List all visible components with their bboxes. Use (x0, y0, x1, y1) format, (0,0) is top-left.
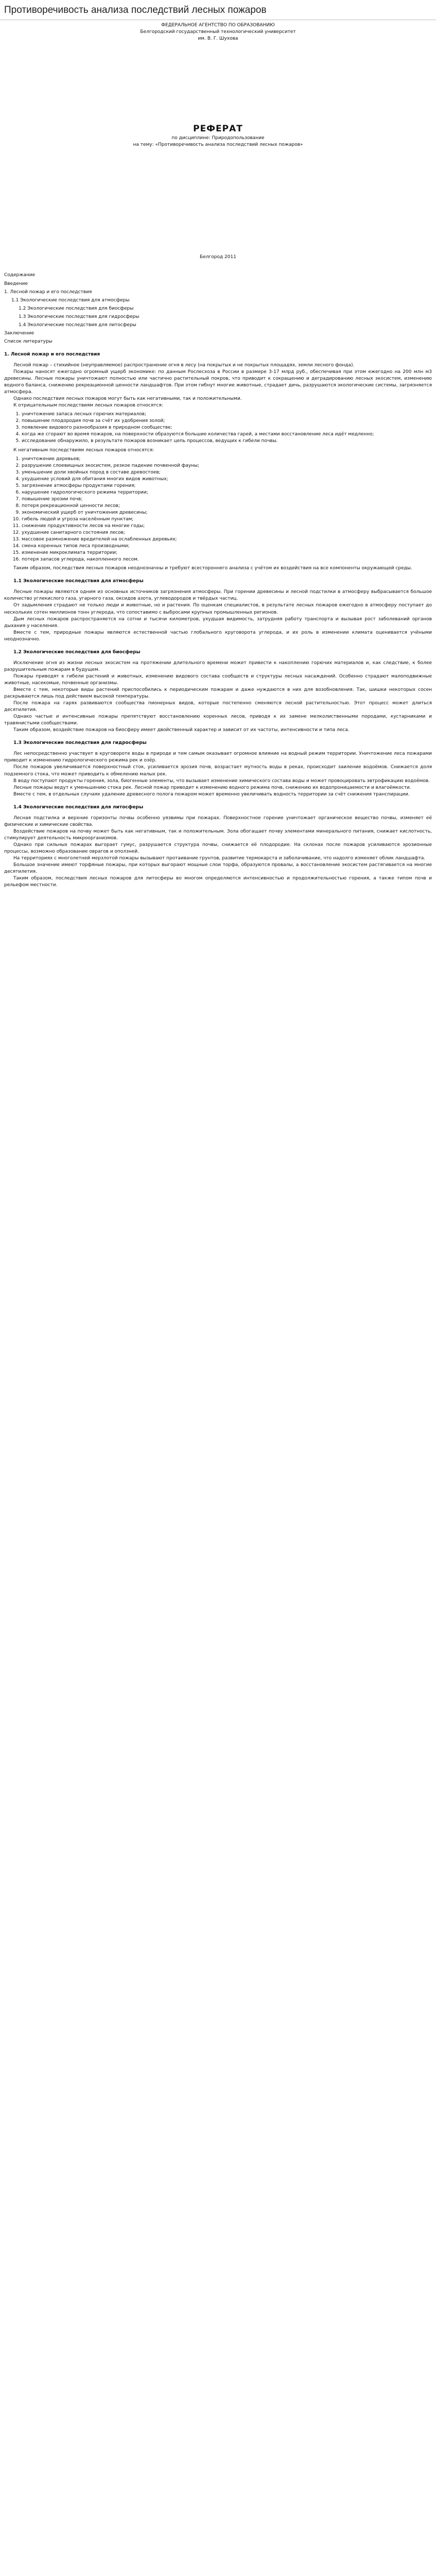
toc-item[interactable]: 1. Лесной пожар и его последствия (4, 289, 92, 295)
section-heading: 1. Лесной пожар и его последствия (4, 351, 100, 357)
list-lead: К негативным последствиям лесных пожаров относятся: (13, 447, 154, 453)
list-item: 1. уничтожение запаса лесных горючих материалов; (22, 411, 432, 418)
paragraph: После пожаров увеличивается поверхностный сток, усиливается эрозия почв, возрастает мутность воды в реках, происходит заиление водоёмов. Снижается доля подземного стока, что может приводить к обмелению малых рек. (4, 765, 432, 777)
subsection-heading: 1.2 Экологические последствия для биосферы (13, 649, 141, 655)
paragraph: Однако при сильных пожарах выгорает гумус, разрушается структура почвы, снижается её плодородие. На склонах после пожаров усиливаются эрозионные процессы, возможно образование оврагов и оползней. (4, 842, 432, 854)
toc-item[interactable]: 1.1 Экологические последствия для атмосферы (11, 297, 130, 303)
list-item: 16. потеря запасов углерода, накопленного лесом. (22, 556, 432, 563)
list-item: 3. уменьшение доли хвойных пород в составе древостоев; (22, 469, 432, 476)
university-name: Белгородский государственный технологический университет (140, 29, 296, 35)
university-name-suffix: им. В. Г. Шухова (198, 36, 238, 41)
title-page-header (0, 22, 436, 42)
paragraph: Таким образом, последствия лесных пожаров для литосферы во многом определяются интенсивностью и продолжительностью горения, а также типом почв и рельефом местности. (4, 876, 432, 888)
paragraph: От задымления страдают не только люди и животные, но и растения. По оценкам специалистов, в результате лесных пожаров ежегодно в атмосферу поступает до нескольких сотен миллионов тонн углерода, что сопоставимо с выбросами крупных промышленных регионов. (4, 603, 432, 615)
paragraph: Лесная подстилка и верхние горизонты почвы особенно уязвимы при пожарах. Поверхностное горение уничтожает органическое вещество почвы, изменяет её физические и химические свойства. (4, 815, 432, 827)
list-item: 2. повышение плодородия почв за счёт их удобрения золой; (22, 418, 432, 425)
paragraph: На территориях с многолетней мерзлотой пожары вызывают протаивание грунтов, развитие термокарста и заболачивание, что надолго изменяет облик ландшафта. (13, 856, 426, 861)
list-item: 15. изменение микроклимата территории; (22, 550, 432, 556)
list-item: 10. гибель людей и угроза населённым пунктам; (22, 516, 432, 523)
paragraph: Исключение огня из жизни лесных экосистем на протяжении длительного времени может привести к накоплению горючих материалов и, как следствие, к более разрушительным пожарам в будущем. (4, 660, 432, 672)
list-item: 3. появление видового разнообразия в природном сообществе; (22, 425, 432, 431)
toc-item[interactable]: Список литературы (4, 338, 53, 344)
toc-item[interactable]: 1.2 Экологические последствия для биосферы (19, 306, 134, 311)
list-item: 4. ухудшение условий для обитания многих видов животных; (22, 476, 432, 483)
subsection-lithosphere (0, 804, 436, 889)
agency-name: ФЕДЕРАЛЬНОЕ АГЕНТСТВО ПО ОБРАЗОВАНИЮ (161, 22, 275, 28)
list-item: 11. снижение продуктивности лесов на многие годы; (22, 523, 432, 530)
subsection-hydrosphere (0, 740, 436, 798)
list-item: 13. массовое размножение вредителей на ослабленных деревьях; (22, 536, 432, 543)
subsection-heading: 1.1 Экологические последствия для атмосферы (13, 579, 144, 584)
paragraph: Таким образом, последствия лесных пожаров неоднозначны и требуют всестороннего анализа с учётом их воздействия на все компоненты окружающей среды. (13, 566, 412, 571)
subsection-heading: 1.4 Экологические последствия для литосферы (13, 804, 144, 810)
subsection-heading: 1.3 Экологические последствия для гидросферы (13, 740, 147, 746)
list-item: 5. исследование обнаружило, в результате пожаров возникает цепь процессов, ведущих к гибели почвы. (22, 438, 432, 445)
list-item: 12. ухудшение санитарного состояния лесов; (22, 530, 432, 536)
paragraph: Лесные пожары являются одним из основных источников загрязнения атмосферы. При горении древесины и лесной подстилки в атмосферу выбрасывается большое количество углекислого газа, угарного газа, оксидов азота, углеводородов и твёрдых частиц. (4, 589, 432, 602)
list-item: 8. потеря рекреационной ценности лесов; (22, 503, 432, 510)
list-item: 6. нарушение гидрологического режима территории; (22, 489, 432, 496)
topic-line: на тему: «Противоречивость анализа последствий лесных пожаров» (133, 142, 303, 148)
paragraph: Однако последствия лесных пожаров могут быть как негативными, так и положительными. (13, 396, 242, 402)
paragraph: Лесной пожар – стихийное (неуправляемое) распространение огня в лесу (на покрытых и не покрытых площадях, земли лесного фонда). (13, 362, 355, 368)
paragraph: Однако частые и интенсивные пожары препятствуют восстановлению коренных лесов, приводя к их замене мелколиственными породами, кустарниками и травянистыми сообществами. (4, 714, 432, 726)
section-1 (0, 351, 436, 572)
subsection-atmosphere (0, 578, 436, 642)
list-item: 1. уничтожение деревьев; (22, 456, 432, 463)
list-lead: К отрицательным последствиям лесных пожаров относятся: (13, 403, 163, 409)
paragraph: Дым лесных пожаров распространяется на сотни и тысячи километров, ухудшая видимость, затрудняя работу транспорта и вызывая рост заболеваний органов дыхания у населения. (4, 616, 432, 629)
paragraph: Вместе с тем, в отдельных случаях удаление древесного полога пожаром может временно увеличивать водность территории за счёт снижения транспирации. (13, 791, 410, 797)
negative-effects-list (4, 456, 432, 564)
discipline-line: по дисциплине: Природопользование (171, 135, 265, 141)
list-item: 4. когда же сгорают во время пожаров, на поверхности образуются большие количества гарей, а местами восстановление леса идёт медленно; (22, 431, 432, 438)
paragraph: После пожара на гарях развиваются сообщества пионерных видов, которые постепенно сменяются лесной растительностью. Этот процесс может длиться десятилетия. (4, 701, 432, 713)
page-title: Противоречивость анализа последствий лесных пожаров (0, 0, 436, 20)
paragraph: Пожары наносят ежегодно огромный ущерб экономике: по данным Рослесхоза в России в размере 3-17 млрд руб., обеспечивая при этом ежегодно на 200 млн м3 древесины. Лесные пожары уничтожают полностью или частично растительный покров, что приводит к сокращению и деградированию лесных экосистем, изменению водного баланса, снижению рекреационной ценности ландшафтов. При этом гибнут многие животные, страдает дичь, разрушаются экологические системы, загрязняется атмосфера. (4, 369, 432, 395)
paragraph: Воздействие пожаров на почву может быть как негативным, так и положительным. Зола обогащает почву элементами минерального питания, снижает кислотность, стимулирует деятельность микроорганизмов. (4, 828, 432, 841)
paragraph: Вместе с тем, некоторые виды растений приспособились к периодическим пожарам и даже нуждаются в них для возобновления. Так, шишки некоторых сосен раскрываются лишь под действием высокой температуры. (4, 687, 432, 700)
paragraph: Лесные пожары ведут к уменьшению стока рек. Лесной пожар приводит к изменению водного режима почв, снижению их водопроницаемости и влагоёмкости. (13, 785, 411, 790)
list-item: 14. смена коренных типов леса производными; (22, 543, 432, 550)
city-year: Белгород 2011 (200, 255, 236, 260)
list-item: 7. повышение эрозии почв; (22, 496, 432, 503)
list-item: 5. загрязнение атмосферы продуктами горения; (22, 483, 432, 489)
toc-item[interactable]: 1.4 Экологические последствия для литосферы (19, 322, 136, 328)
paragraph: Лес непосредственно участвует в круговороте воды в природе и тем самым оказывает огромное влияние на водный режим территории. Уничтожение леса пожарами приводит к изменению гидрологического режима рек и озёр. (4, 751, 432, 764)
paragraph: Пожары приводят к гибели растений и животных, изменению видового состава сообществ и структуры лесных насаждений. Особенно страдают малоподвижные животные, насекомые, почвенные организмы. (4, 673, 432, 686)
paragraph: Таким образом, воздействие пожаров на биосферу имеет двойственный характер и зависит от их частоты, интенсивности и типа леса. (13, 727, 350, 733)
toc-item[interactable]: 1.3 Экологические последствия для гидросферы (19, 314, 139, 319)
toc-item[interactable]: Введение (4, 281, 28, 286)
list-item: 2. разрушение слоевищных экосистем, резкое падение почвенной фауны; (22, 463, 432, 469)
paragraph: Большое значение имеют торфяные пожары, при которых выгорают мощные слои торфа, образуются провалы, а восстановление экосистем растягивается на многие десятилетия. (4, 862, 432, 875)
subsection-biosphere (0, 649, 436, 734)
list-item: 9. экономический ущерб от уничтожения древесины; (22, 510, 432, 516)
paragraph: В воду поступают продукты горения, зола, биогенные элементы, что вызывает изменение химического состава воды и может провоцировать эвтрофикацию водоёмов. (13, 778, 430, 784)
toc-item[interactable]: Заключение (4, 330, 34, 336)
document-title: РЕФЕРАТ (193, 123, 243, 134)
table-of-contents (0, 272, 436, 345)
paragraph: Вместе с тем, природные пожары являются естественной частью глобального круговорота углерода, и их роль в изменении климата оценивается учёными неоднозначно. (4, 630, 432, 642)
positive-effects-list (4, 411, 432, 445)
toc-heading: Содержание (4, 273, 36, 278)
